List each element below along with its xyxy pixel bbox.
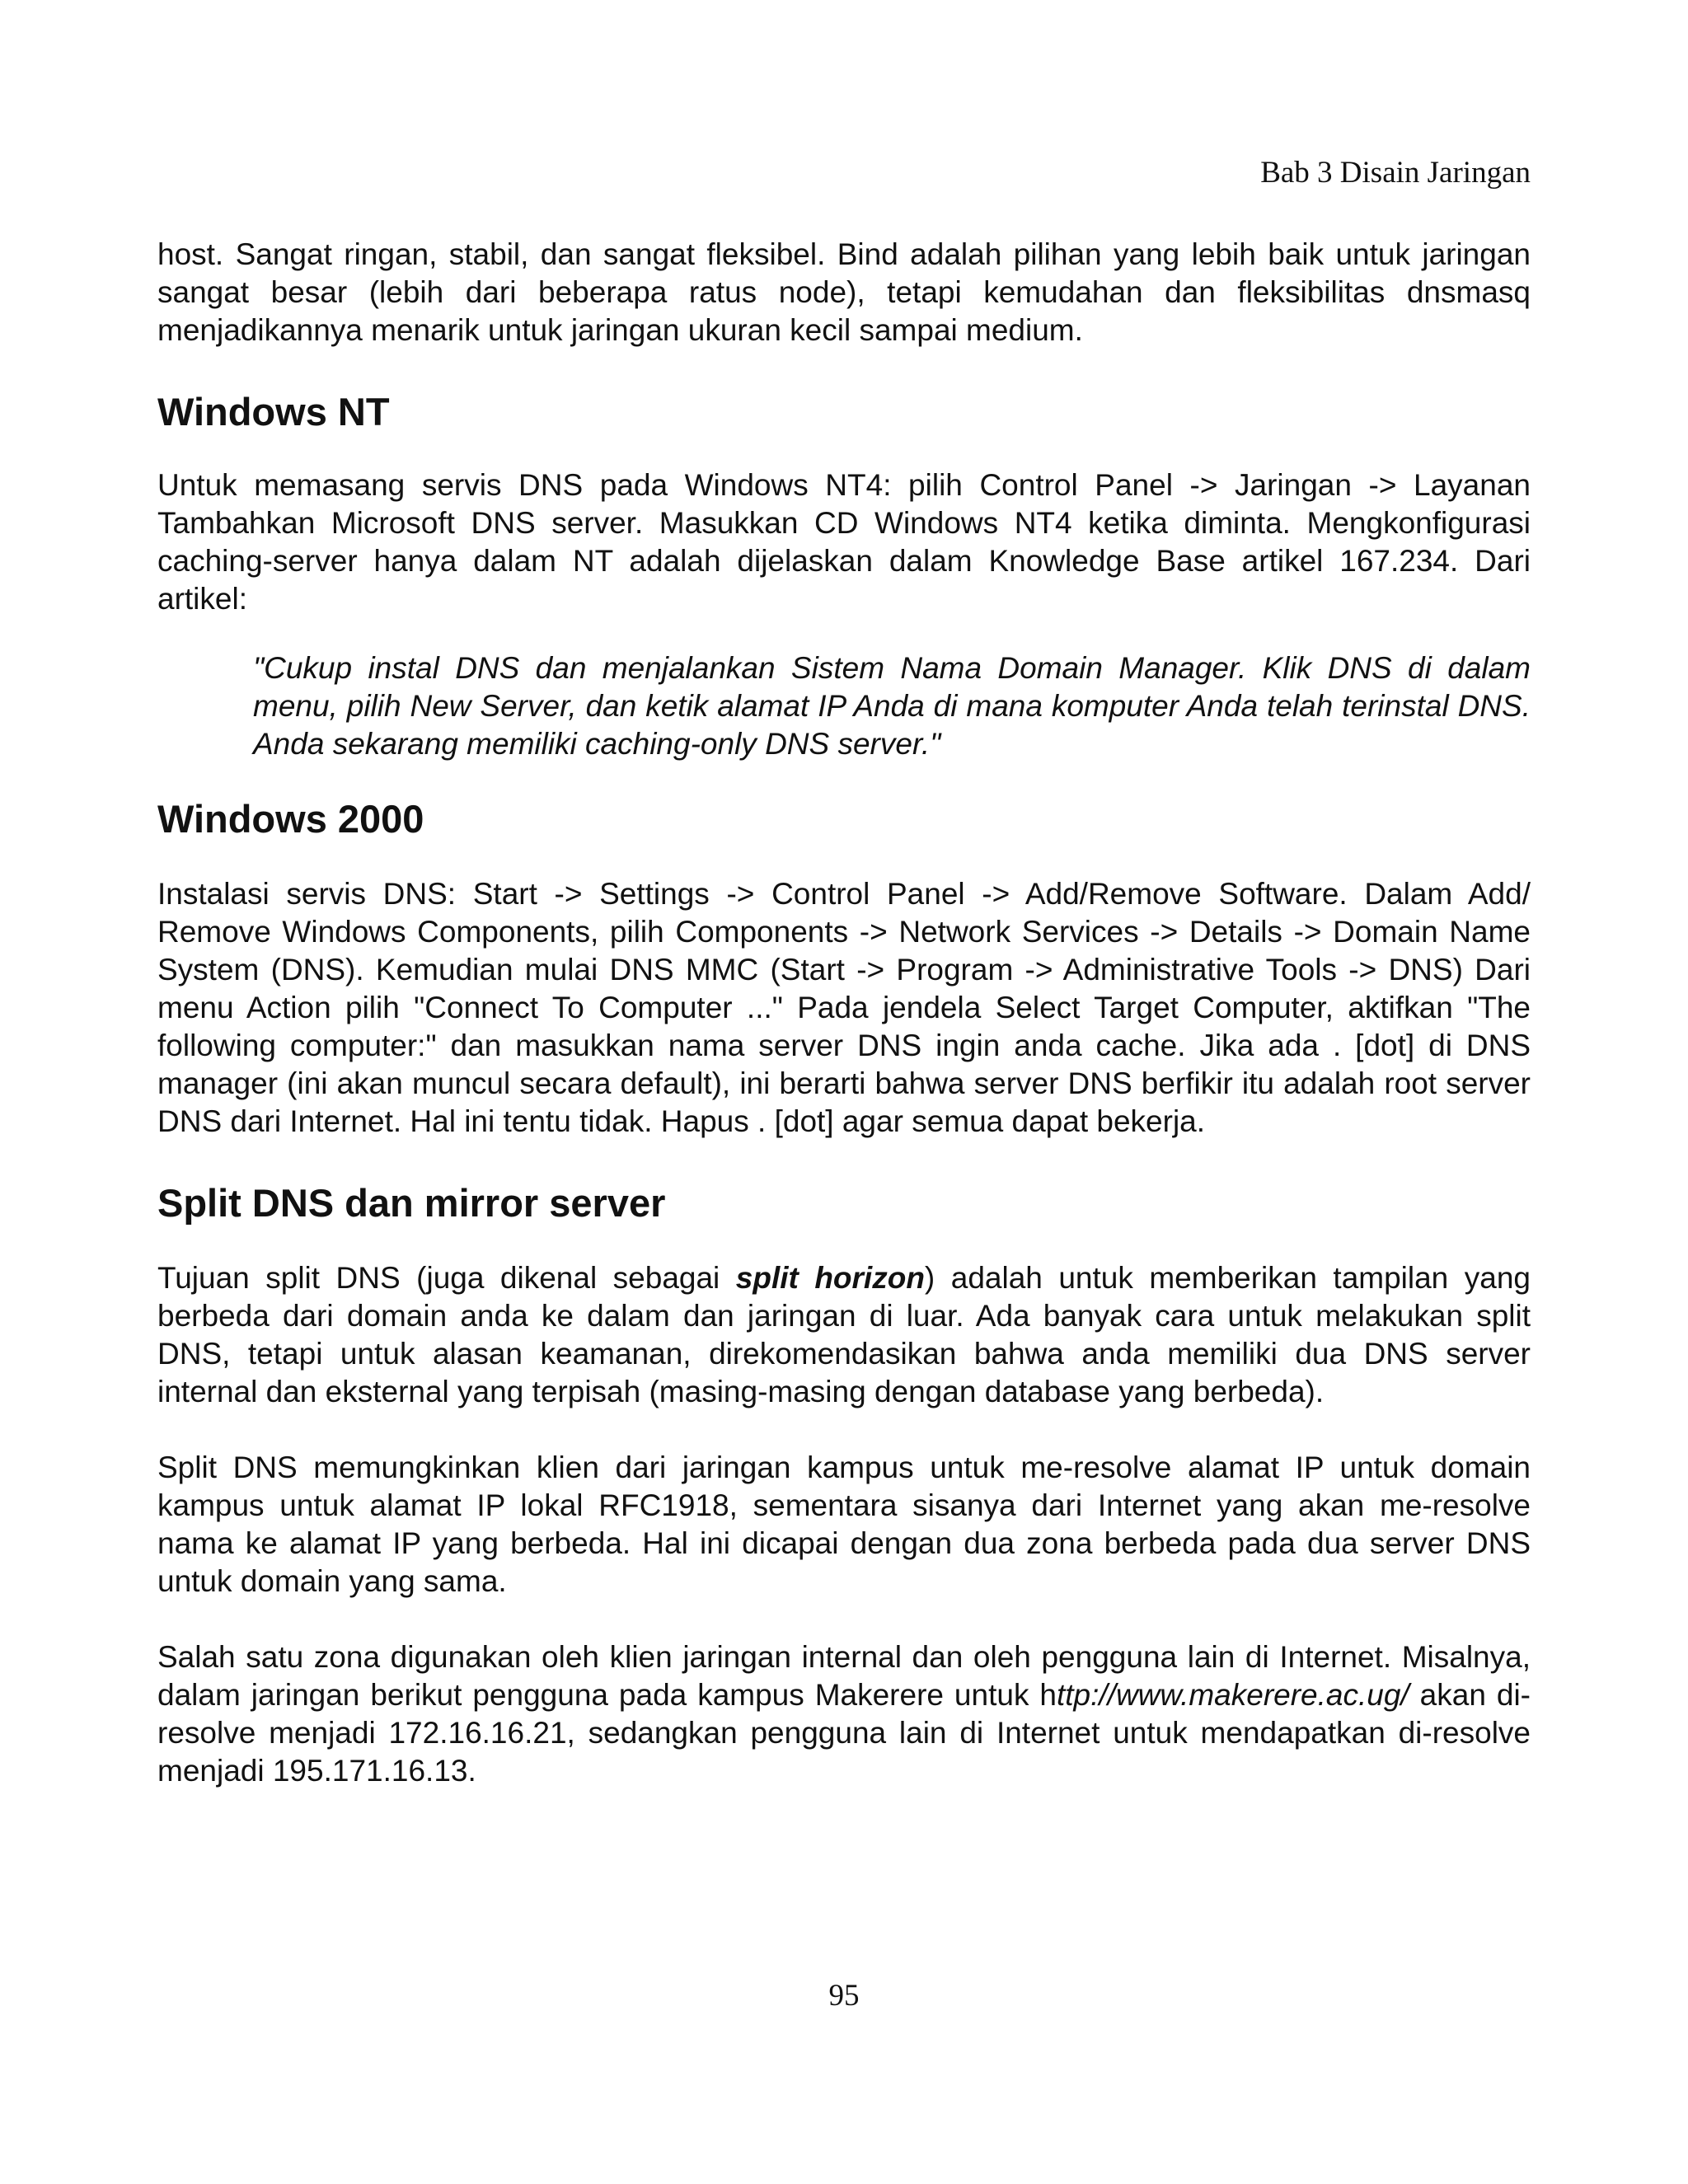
heading-windows-2000: Windows 2000 [157,797,424,841]
windows-2000-paragraph: Instalasi servis DNS: Start -> Settings -> Control Panel -> Add/Remove Software. Dalam Add/ Remove Windows Components, pilih Components -> Network Services -> Details -> Domain Name System (DNS). Kemudian mulai DNS MMC (Start -> Program -> Administrative Tools -> DNS) Dari menu Action pilih "Connect To Computer ..." Pada jendela Select Target Computer, aktifkan "The following computer:" dan masukkan nama server DNS ingin anda cache. Jika ada . [dot] di DNS manager (ini akan muncul secara default), ini berarti bahwa server DNS berfikir itu adalah root server DNS dari Internet. Hal ini tentu tidak. Hapus . [dot] agar semua dapat bekerja. [157,877,1531,1138]
windows-nt-quote: "Cukup instal DNS dan menjalankan Sistem Nama Domain Manager. Klik DNS di dalam menu, pilih New Server, dan ketik alamat IP Anda di mana komputer Anda telah terinstal DNS. Anda sekarang memiliki caching-only DNS server." [253,651,1531,761]
page-content [157,236,1531,1790]
intro-paragraph: host. Sangat ringan, stabil, dan sangat fleksibel. Bind adalah pilihan yang lebih baik untuk jaringan sangat besar (lebih dari beberapa ratus node), tetapi kemudahan dan fleksibilitas dnsmasq menjadikannya menarik untuk jaringan ukuran kecil sampai medium. [157,237,1531,347]
running-header: Bab 3 Disain Jaringan [1260,156,1531,190]
split-horizon-term: split horizon [735,1261,925,1295]
split-dns-p3-text-before: Salah satu zona digunakan oleh klien jaringan internal dan oleh pengguna lain di Internet. Misalnya, dalam jaringan berikut pengguna pada kampus Makerere untuk h [157,1640,1531,1712]
heading-split-dns: Split DNS dan mirror server [157,1181,666,1225]
page-number: 95 [828,1979,860,2013]
split-dns-paragraph-3 [157,1638,1531,1790]
windows-nt-paragraph: Untuk memasang servis DNS pada Windows NT4: pilih Control Panel -> Jaringan -> Layanan Tambahkan Microsoft DNS server. Masukkan CD Windows NT4 ketika diminta. Mengkonfigurasi caching-server hanya dalam NT adalah dijelaskan dalam Knowledge Base artikel 167.234. Dari artikel: [157,468,1531,616]
split-dns-p1-text-after: ) adalah untuk memberikan tampilan yang berbeda dari domain anda ke dalam dan jaringan di luar. Ada banyak cara untuk melakukan split DNS, tetapi untuk alasan keamanan, direkomendasikan bahwa anda memiliki dua DNS server internal dan eksternal yang terpisah (masing-masing dengan database yang berbeda). [157,1261,1531,1408]
split-dns-paragraph-2: Split DNS memungkinkan klien dari jaringan kampus untuk me-resolve alamat IP untuk domain kampus untuk alamat IP lokal RFC1918, sementara sisanya dari Internet yang akan me-resolve nama ke alamat IP yang berbeda. Hal ini dicapai dengan dua zona berbeda pada dua server DNS untuk domain yang sama. [157,1451,1531,1598]
split-dns-p3-text-after: akan di-resolve menjadi 172.16.16.21, sedangkan pengguna lain di Internet untuk mendapatkan di-resolve menjadi 195.171.16.13. [157,1678,1531,1788]
split-dns-paragraph-1 [157,1259,1531,1411]
heading-windows-nt: Windows NT [157,390,390,434]
makerere-url: ttp://www.makerere.ac.ug/ [1056,1678,1409,1712]
split-dns-p1-text-before: Tujuan split DNS (juga dikenal sebagai [157,1261,736,1295]
